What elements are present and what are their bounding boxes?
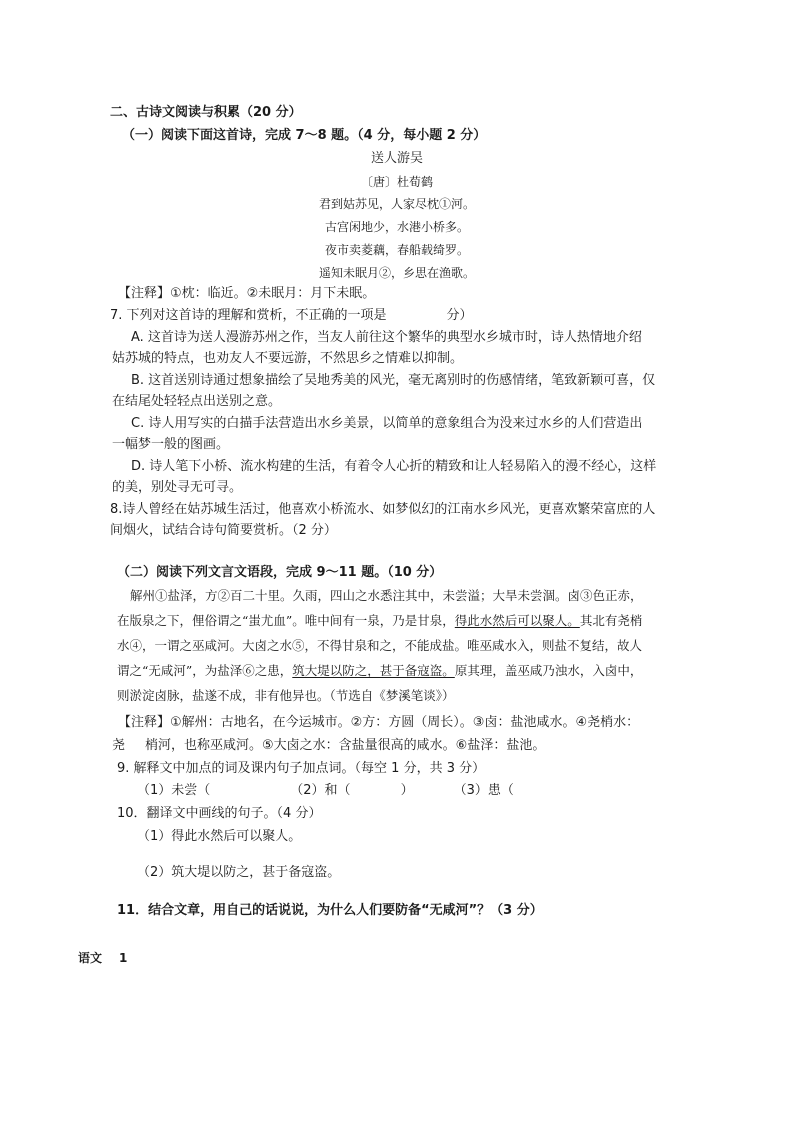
q7-stem-text: 7. 下列对这首诗的理解和赏析，不正确的一项是 xyxy=(110,308,387,323)
passage-text: 在版泉之下，俚俗谓之“蚩尤血”。唯中间有一泉，乃是甘泉， xyxy=(117,613,455,628)
footer-page-number: 1 xyxy=(119,951,128,965)
q7-stem xyxy=(110,307,473,325)
passage-line: 水④，一谓之巫咸河。大卤之水⑤，不得甘泉和之，不能成盐。唯巫咸水入，则盐不复结，故人 xyxy=(117,638,643,653)
q7-option-c: C. 诗人用写实的白描手法营造出水乡美景，以简单的意象组合为没来过水乡的人们营造出 xyxy=(131,416,643,431)
q10-item-1: （1）得此水然后可以聚人。 xyxy=(137,829,302,844)
q7-option-a-cont: 姑苏城的特点，也劝友人不要远游，不然思乡之情难以抑制。 xyxy=(112,351,464,366)
q9-stem: 9. 解释文中加点的词及课内句子加点词。（每空 1 分，共 3 分） xyxy=(117,761,486,776)
q7-option-b-cont: 在结尾处轻轻点出送别之意。 xyxy=(112,394,282,409)
poem-notes: 【注释】①枕：临近。②未眠月：月下未眠。 xyxy=(118,286,376,301)
q9-item-1: （1）未尝（ xyxy=(137,783,211,798)
underlined-sentence-2: 筑大堤以防之，甚于备寇盗。 xyxy=(292,663,455,678)
q10-stem: 10．翻译文中画线的句子。（4 分） xyxy=(117,806,322,821)
part1-instruction: （一）阅读下面这首诗，完成 7～8 题。（4 分，每小题 2 分） xyxy=(122,128,487,143)
passage-line: 则淤淀卤脉，盐遂不成，非有他异也。（节选自《梦溪笔谈》） xyxy=(117,688,455,703)
q9-items xyxy=(137,782,514,800)
q9-item-2-close: ） xyxy=(400,783,414,798)
q7-option-d: D. 诗人笔下小桥、流水构建的生活，有着令人心折的精致和让人轻易陷入的漫不经心，这样 xyxy=(131,459,657,474)
poem-line: 君到姑苏见，人家尽枕①河。 xyxy=(318,197,475,211)
q7-option-d-cont: 的美，别处寻无可寻。 xyxy=(112,480,243,495)
passage-notes-cont xyxy=(112,737,545,755)
section-title: 二、古诗文阅读与积累（20 分） xyxy=(110,105,302,120)
q8-stem-cont: 间烟火，试结合诗句简要赏析。（2 分） xyxy=(110,523,337,538)
q7-option-b: B. 这首送别诗通过想象描绘了吴地秀美的风光，毫无离别时的伤感情绪，笔致新颖可喜，仅 xyxy=(131,373,656,388)
poem-line: 古宫闲地少，水港小桥多。 xyxy=(324,220,469,234)
q9-item-3: （3）患（ xyxy=(453,783,514,798)
q10-item-2: （2）筑大堤以防之，甚于备寇盗。 xyxy=(137,865,341,880)
passage-text: 谓之“无咸河”，为盐泽⑥之患， xyxy=(117,663,293,678)
passage-line: 解州①盐泽，方②百二十里。久雨，四山之水悉注其中，未尝溢；大旱未尝涸。卤③色正赤， xyxy=(130,588,643,603)
passage-line xyxy=(117,662,642,680)
poem-title: 送人游吴 xyxy=(370,151,423,166)
q7-option-a: A. 这首诗为送人漫游苏州之作，当友人前往这个繁华的典型水乡城市时，诗人热情地介绍 xyxy=(131,330,642,345)
notes-text: 尧 xyxy=(112,738,126,753)
q7-option-c-cont: 一幅梦一般的图画。 xyxy=(112,437,230,452)
passage-text: 其北有尧梢 xyxy=(579,613,643,628)
passage-notes: 【注释】①解州：古地名，在今运城市。②方：方圆（周长）。③卤：盐池咸水。④尧梢水： xyxy=(118,715,640,730)
poem-author: 〔唐〕杜荀鹤 xyxy=(360,175,433,189)
part2-instruction: （二）阅读下列文言文语段，完成 9～11 题。（10 分） xyxy=(117,565,443,580)
poem-line: 遥知未眠月②，乡思在渔歌。 xyxy=(318,266,475,280)
poem-line: 夜市卖菱藕，春船载绮罗。 xyxy=(324,243,469,257)
passage-text: 原其理，盖巫咸乃浊水，入卤中， xyxy=(454,663,643,678)
footer-subject: 语文 xyxy=(78,951,103,965)
notes-text: 梢河，也称巫咸河。⑤大卤之水：含盐量很高的咸水。⑥盐泽：盐池。 xyxy=(145,738,546,753)
q7-score: 分） xyxy=(446,308,473,323)
q11-stem: 11．结合文章，用自己的话说说，为什么人们要防备“无咸河”？（3 分） xyxy=(117,903,543,918)
q8-stem: 8.诗人曾经在姑苏城生活过，他喜欢小桥流水、如梦似幻的江南水乡风光，更喜欢繁荣富庶的人 xyxy=(110,502,656,517)
underlined-sentence-1: 得此水然后可以聚人。 xyxy=(454,613,580,628)
q9-item-2: （2）和（ xyxy=(290,783,351,798)
passage-line xyxy=(117,612,642,630)
